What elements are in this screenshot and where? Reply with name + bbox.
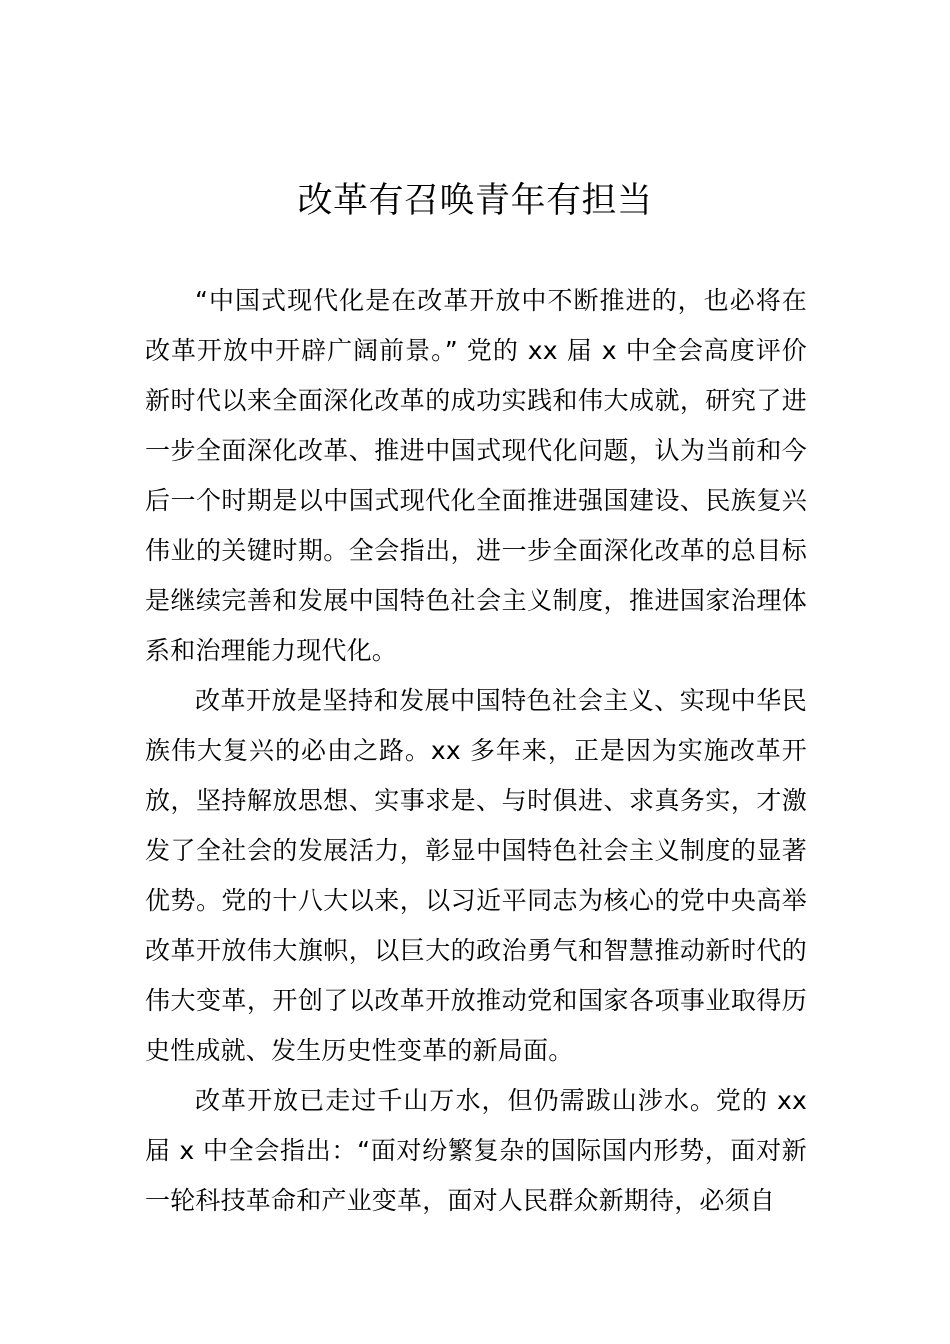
document-title: 改革有召唤青年有担当 — [297, 181, 653, 221]
paragraph-1: “中国式现代化是在改革开放中不断推进的，也必将在改革开放中开辟广阔前景。” 党的 xx 届 x 中全会高度评价新时代以来全面深化改革的成功实践和伟大成就，研究了进一步全面深化改革、推进中国式现代化问题，认为当前和今后一个时期是以中国式现代化全面推进强国建设、民族复兴伟业的关键时期。全会指出，进一步全面深化改革的总目标是继续完善和发展中国特色社会主义制度，推进国家治理体系和治理能力现代化。 — [145, 286, 807, 665]
paragraph-3: 改革开放已走过千山万水，但仍需跋山涉水。党的 xx 届 x 中全会指出：“面对纷繁复杂的国际国内形势，面对新一轮科技革命和产业变革，面对人民群众新期待，必须自 — [145, 1086, 807, 1215]
document-body — [145, 276, 807, 1226]
paragraph-2: 改革开放是坚持和发展中国特色社会主义、实现中华民族伟大复兴的必由之路。xx 多年来，正是因为实施改革开放，坚持解放思想、实事求是、与时俱进、求真务实，才激发了全社会的发展活力，彰显中国特色社会主义制度的显著优势。党的十八大以来，以习近平同志为核心的党中央高举改革开放伟大旗帜，以巨大的政治勇气和智慧推动新时代的伟大变革，开创了以改革开放推动党和国家各项事业取得历史性成就、发生历史性变革的新局面。 — [145, 686, 807, 1065]
